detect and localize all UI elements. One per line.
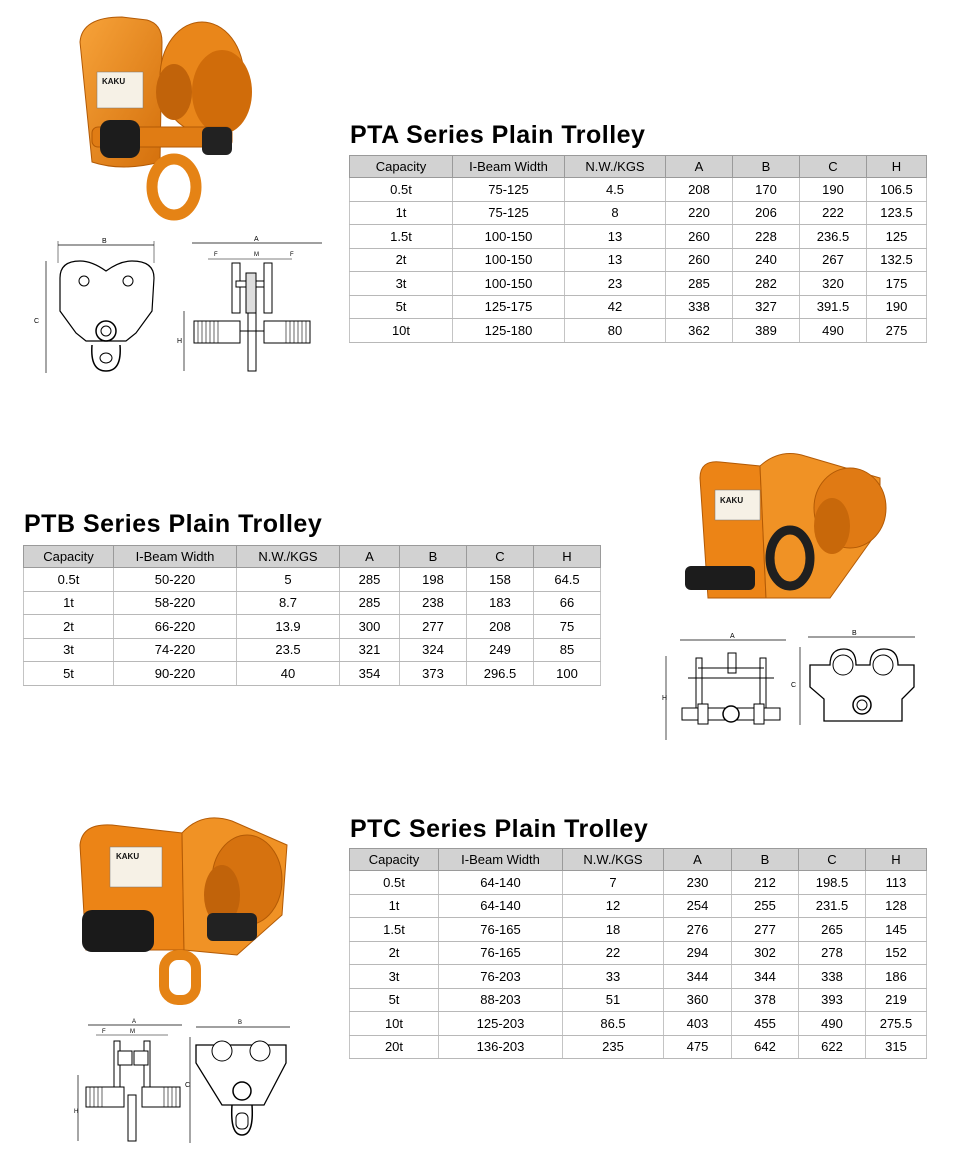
col-header-capacity: Capacity [24,546,114,568]
pta-side-diagram [30,233,170,378]
cell-b: 212 [732,871,799,895]
cell-a: 338 [666,295,733,319]
col-header-h: H [867,156,927,178]
cell-c: 296.5 [467,662,534,686]
cell-a: 354 [340,662,400,686]
cell-ibeam-width: 75-125 [453,178,565,202]
table-row [350,1035,927,1059]
cell-c: 490 [800,319,867,343]
ptc-front-dim-m: M [130,1029,135,1035]
col-header-a: A [664,849,732,871]
cell-net-weight: 33 [563,965,664,989]
table-row [350,988,927,1012]
cell-h: 85 [534,638,601,662]
cell-a: 321 [340,638,400,662]
cell-b: 240 [733,248,800,272]
cell-ibeam-width: 50-220 [114,568,237,592]
cell-net-weight: 5 [237,568,340,592]
cell-ibeam-width: 58-220 [114,591,237,615]
cell-h: 190 [867,295,927,319]
cell-c: 208 [467,615,534,639]
cell-h: 64.5 [534,568,601,592]
ptb-spec-table [23,545,601,686]
cell-ibeam-width: 125-180 [453,319,565,343]
cell-c: 231.5 [799,894,866,918]
cell-net-weight: 18 [563,918,664,942]
pta-product-photo [62,12,277,222]
cell-net-weight: 235 [563,1035,664,1059]
cell-h: 113 [866,871,927,895]
pta-front-dim-m: M [254,252,259,258]
cell-c: 338 [799,965,866,989]
cell-capacity: 10t [350,1012,439,1036]
cell-b: 302 [732,941,799,965]
cell-a: 260 [666,225,733,249]
cell-c: 622 [799,1035,866,1059]
pta-spec-table [349,155,927,343]
ptb-side-diagram [790,625,925,740]
table-row [24,615,601,639]
cell-c: 222 [800,201,867,225]
cell-capacity: 1t [350,894,439,918]
cell-capacity: 2t [350,248,453,272]
cell-net-weight: 42 [565,295,666,319]
cell-ibeam-width: 76-165 [439,941,563,965]
col-header-c: C [800,156,867,178]
ptb-side-dim-b: B [852,630,857,637]
pta-front-dim-f2: F [290,252,294,258]
col-header-net-weight: N.W./KGS [563,849,664,871]
table-row [24,662,601,686]
ptb-brand-label: KAKU [720,496,744,505]
cell-a: 285 [666,272,733,296]
cell-a: 362 [666,319,733,343]
cell-c: 249 [467,638,534,662]
cell-b: 170 [733,178,800,202]
ptc-brand-label: KAKU [116,852,140,861]
col-header-net-weight: N.W./KGS [565,156,666,178]
cell-c: 236.5 [800,225,867,249]
col-header-net-weight: N.W./KGS [237,546,340,568]
cell-b: 198 [400,568,467,592]
pta-front-diagram [174,233,324,378]
cell-net-weight: 40 [237,662,340,686]
cell-c: 267 [800,248,867,272]
cell-ibeam-width: 76-203 [439,965,563,989]
cell-c: 190 [800,178,867,202]
col-header-h: H [534,546,601,568]
ptc-front-diagram [72,1015,187,1145]
cell-a: 360 [664,988,732,1012]
cell-net-weight: 4.5 [565,178,666,202]
cell-ibeam-width: 75-125 [453,201,565,225]
cell-b: 238 [400,591,467,615]
cell-h: 128 [866,894,927,918]
table-row [24,638,601,662]
cell-b: 344 [732,965,799,989]
cell-a: 285 [340,568,400,592]
table-row [350,894,927,918]
pta-front-dim-a: A [254,236,259,243]
cell-capacity: 1t [24,591,114,615]
cell-h: 100 [534,662,601,686]
cell-ibeam-width: 76-165 [439,918,563,942]
ptb-product-photo [680,448,895,613]
ptc-front-dim-f: F [102,1029,106,1035]
col-header-ibeam-width: I-Beam Width [439,849,563,871]
cell-b: 277 [732,918,799,942]
pta-title: PTA Series Plain Trolley [350,121,646,149]
cell-ibeam-width: 125-203 [439,1012,563,1036]
ptc-product-photo [72,805,292,1005]
cell-a: 260 [666,248,733,272]
table-row [350,272,927,296]
cell-net-weight: 22 [563,941,664,965]
pta-side-dim-c: C [34,318,40,325]
cell-h: 315 [866,1035,927,1059]
cell-capacity: 2t [350,941,439,965]
cell-c: 183 [467,591,534,615]
cell-ibeam-width: 136-203 [439,1035,563,1059]
cell-c: 158 [467,568,534,592]
cell-ibeam-width: 125-175 [453,295,565,319]
cell-net-weight: 8 [565,201,666,225]
ptc-side-diagram [186,1015,301,1145]
cell-capacity: 0.5t [350,178,453,202]
cell-ibeam-width: 100-150 [453,272,565,296]
cell-a: 220 [666,201,733,225]
pta-front-dim-f1: F [214,252,218,258]
cell-net-weight: 51 [563,988,664,1012]
cell-h: 145 [866,918,927,942]
cell-capacity: 5t [350,988,439,1012]
cell-h: 123.5 [867,201,927,225]
ptb-front-dim-h: H [662,695,668,702]
cell-net-weight: 23 [565,272,666,296]
ptb-front-dim-a: A [730,633,735,640]
table-row [24,568,601,592]
table-row [24,591,601,615]
table-row [350,178,927,202]
cell-net-weight: 80 [565,319,666,343]
cell-c: 391.5 [800,295,867,319]
cell-h: 219 [866,988,927,1012]
ptc-front-dim-h: H [74,1109,79,1115]
cell-net-weight: 23.5 [237,638,340,662]
cell-capacity: 0.5t [24,568,114,592]
cell-h: 175 [867,272,927,296]
cell-h: 152 [866,941,927,965]
cell-capacity: 5t [350,295,453,319]
pta-front-dim-h: H [177,338,183,345]
ptb-side-dim-c: C [791,682,797,689]
cell-c: 393 [799,988,866,1012]
col-header-a: A [666,156,733,178]
cell-b: 642 [732,1035,799,1059]
ptb-front-diagram [658,628,793,743]
cell-a: 300 [340,615,400,639]
cell-capacity: 1.5t [350,918,439,942]
cell-b: 228 [733,225,800,249]
cell-a: 344 [664,965,732,989]
table-row [350,201,927,225]
cell-capacity: 0.5t [350,871,439,895]
cell-capacity: 1.5t [350,225,453,249]
col-header-ibeam-width: I-Beam Width [453,156,565,178]
cell-b: 378 [732,988,799,1012]
col-header-ibeam-width: I-Beam Width [114,546,237,568]
cell-h: 275 [867,319,927,343]
col-header-a: A [340,546,400,568]
col-header-c: C [467,546,534,568]
table-row [350,871,927,895]
cell-h: 275.5 [866,1012,927,1036]
cell-capacity: 3t [24,638,114,662]
cell-capacity: 10t [350,319,453,343]
cell-c: 490 [799,1012,866,1036]
table-row [350,918,927,942]
cell-c: 320 [800,272,867,296]
cell-b: 455 [732,1012,799,1036]
cell-h: 132.5 [867,248,927,272]
cell-ibeam-width: 64-140 [439,871,563,895]
table-row [350,248,927,272]
col-header-capacity: Capacity [350,849,439,871]
cell-net-weight: 13 [565,225,666,249]
cell-capacity: 5t [24,662,114,686]
cell-h: 125 [867,225,927,249]
cell-h: 106.5 [867,178,927,202]
ptc-side-dim-b: B [238,1020,243,1026]
pta-brand-label: KAKU [102,77,126,86]
cell-capacity: 20t [350,1035,439,1059]
col-header-h: H [866,849,927,871]
table-row [350,965,927,989]
cell-ibeam-width: 74-220 [114,638,237,662]
table-row [350,225,927,249]
col-header-b: B [732,849,799,871]
cell-a: 276 [664,918,732,942]
cell-capacity: 3t [350,965,439,989]
cell-capacity: 3t [350,272,453,296]
table-row [350,319,927,343]
cell-h: 66 [534,591,601,615]
cell-a: 230 [664,871,732,895]
ptb-title: PTB Series Plain Trolley [24,510,323,538]
cell-h: 186 [866,965,927,989]
cell-capacity: 1t [350,201,453,225]
cell-b: 206 [733,201,800,225]
cell-a: 403 [664,1012,732,1036]
cell-net-weight: 86.5 [563,1012,664,1036]
table-row [350,295,927,319]
cell-net-weight: 13.9 [237,615,340,639]
cell-a: 294 [664,941,732,965]
table-row [350,1012,927,1036]
pta-side-dim-b: B [102,238,107,245]
cell-net-weight: 8.7 [237,591,340,615]
cell-capacity: 2t [24,615,114,639]
col-header-c: C [799,849,866,871]
col-header-b: B [733,156,800,178]
cell-c: 265 [799,918,866,942]
col-header-capacity: Capacity [350,156,453,178]
cell-b: 327 [733,295,800,319]
cell-ibeam-width: 100-150 [453,225,565,249]
cell-net-weight: 13 [565,248,666,272]
cell-c: 278 [799,941,866,965]
cell-a: 208 [666,178,733,202]
cell-a: 254 [664,894,732,918]
cell-ibeam-width: 88-203 [439,988,563,1012]
cell-ibeam-width: 66-220 [114,615,237,639]
cell-ibeam-width: 100-150 [453,248,565,272]
ptc-side-dim-c: C [185,1082,191,1089]
cell-ibeam-width: 90-220 [114,662,237,686]
cell-h: 75 [534,615,601,639]
cell-b: 277 [400,615,467,639]
cell-a: 475 [664,1035,732,1059]
col-header-b: B [400,546,467,568]
ptc-title: PTC Series Plain Trolley [350,815,649,843]
ptc-spec-table [349,848,927,1059]
cell-net-weight: 7 [563,871,664,895]
ptc-front-dim-a: A [132,1019,137,1025]
cell-a: 285 [340,591,400,615]
cell-b: 255 [732,894,799,918]
cell-b: 389 [733,319,800,343]
cell-net-weight: 12 [563,894,664,918]
cell-b: 282 [733,272,800,296]
cell-b: 373 [400,662,467,686]
cell-b: 324 [400,638,467,662]
cell-c: 198.5 [799,871,866,895]
cell-ibeam-width: 64-140 [439,894,563,918]
table-row [350,941,927,965]
